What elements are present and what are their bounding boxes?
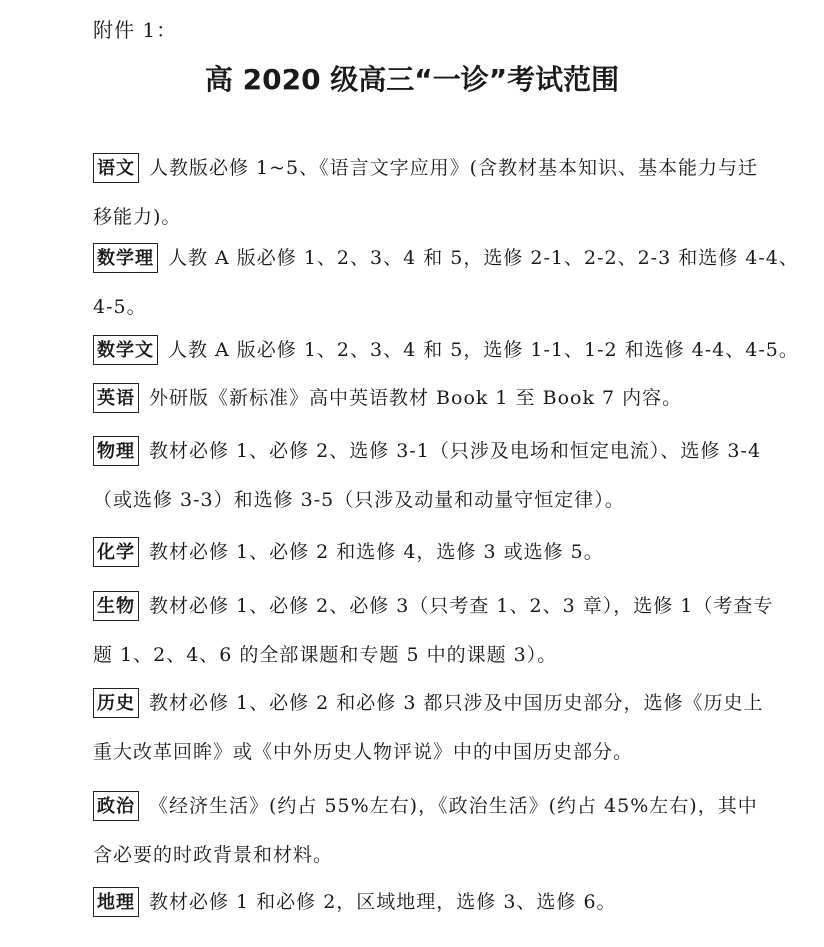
subject-section-chinese <box>93 153 773 232</box>
subject-label: 政治 <box>93 791 139 821</box>
subject-section-politics <box>93 791 773 870</box>
subject-text: 含必要的时政背景和材料。 <box>93 844 334 866</box>
subject-label: 英语 <box>93 383 139 413</box>
subject-text: 《经济生活》(约占 55%左右)，《政治生活》(约占 45%左右)，其中 <box>149 795 758 817</box>
subject-text: 教材必修 1、必修 2、选修 3-1（只涉及电场和恒定电流）、选修 3-4 <box>149 440 762 462</box>
subject-section-chemistry <box>93 537 773 567</box>
subject-label: 化学 <box>93 537 139 567</box>
subject-label: 数学理 <box>93 243 158 273</box>
subject-text: 重大改革回眸》或《中外历史人物评说》中的中国历史部分。 <box>93 741 634 763</box>
subject-text: 教材必修 1、必修 2 和选修 4，选修 3 或选修 5。 <box>149 541 604 563</box>
subject-section-math-arts <box>93 335 799 365</box>
subject-label: 历史 <box>93 688 139 718</box>
subject-section-biology <box>93 591 773 670</box>
subject-text: 人教 A 版必修 1、2、3、4 和 5，选修 2-1、2-2、2-3 和选修 4-4、 <box>168 247 799 269</box>
subject-section-physics <box>93 436 773 515</box>
subject-label: 地理 <box>93 887 139 917</box>
subject-text: 移能力)。 <box>93 206 182 228</box>
subject-text: 教材必修 1 和必修 2，区域地理，选修 3、选修 6。 <box>149 891 617 913</box>
subject-label: 数学文 <box>93 335 158 365</box>
subject-text: 人教 A 版必修 1、2、3、4 和 5，选修 1-1、1-2 和选修 4-4、4-5。 <box>168 339 799 361</box>
subject-section-history <box>93 688 773 767</box>
subject-label: 语文 <box>93 153 139 183</box>
attachment-label: 附件 1： <box>93 18 178 42</box>
subject-section-english <box>93 383 773 413</box>
subject-text: 教材必修 1、必修 2 和必修 3 都只涉及中国历史部分，选修《历史上 <box>149 692 764 714</box>
subject-label: 物理 <box>93 436 139 466</box>
subject-text: （或选修 3-3）和选修 3-5（只涉及动量和动量守恒定律）。 <box>93 489 625 511</box>
subject-text: 题 1、2、4、6 的全部课题和专题 5 中的课题 3）。 <box>93 644 558 666</box>
document-title: 高 2020 级高三“一诊”考试范围 <box>204 63 620 96</box>
subject-text: 4-5。 <box>93 296 147 318</box>
subject-label: 生物 <box>93 591 139 621</box>
subject-text: 教材必修 1、必修 2、必修 3（只考查 1、2、3 章），选修 1（考查专 <box>149 595 774 617</box>
subject-section-geography <box>93 887 773 917</box>
subject-section-math-science <box>93 243 799 322</box>
subject-text: 人教版必修 1~5、《语言文字应用》(含教材基本知识、基本能力与迁 <box>149 157 759 179</box>
subject-text: 外研版《新标准》高中英语教材 Book 1 至 Book 7 内容。 <box>149 387 683 409</box>
